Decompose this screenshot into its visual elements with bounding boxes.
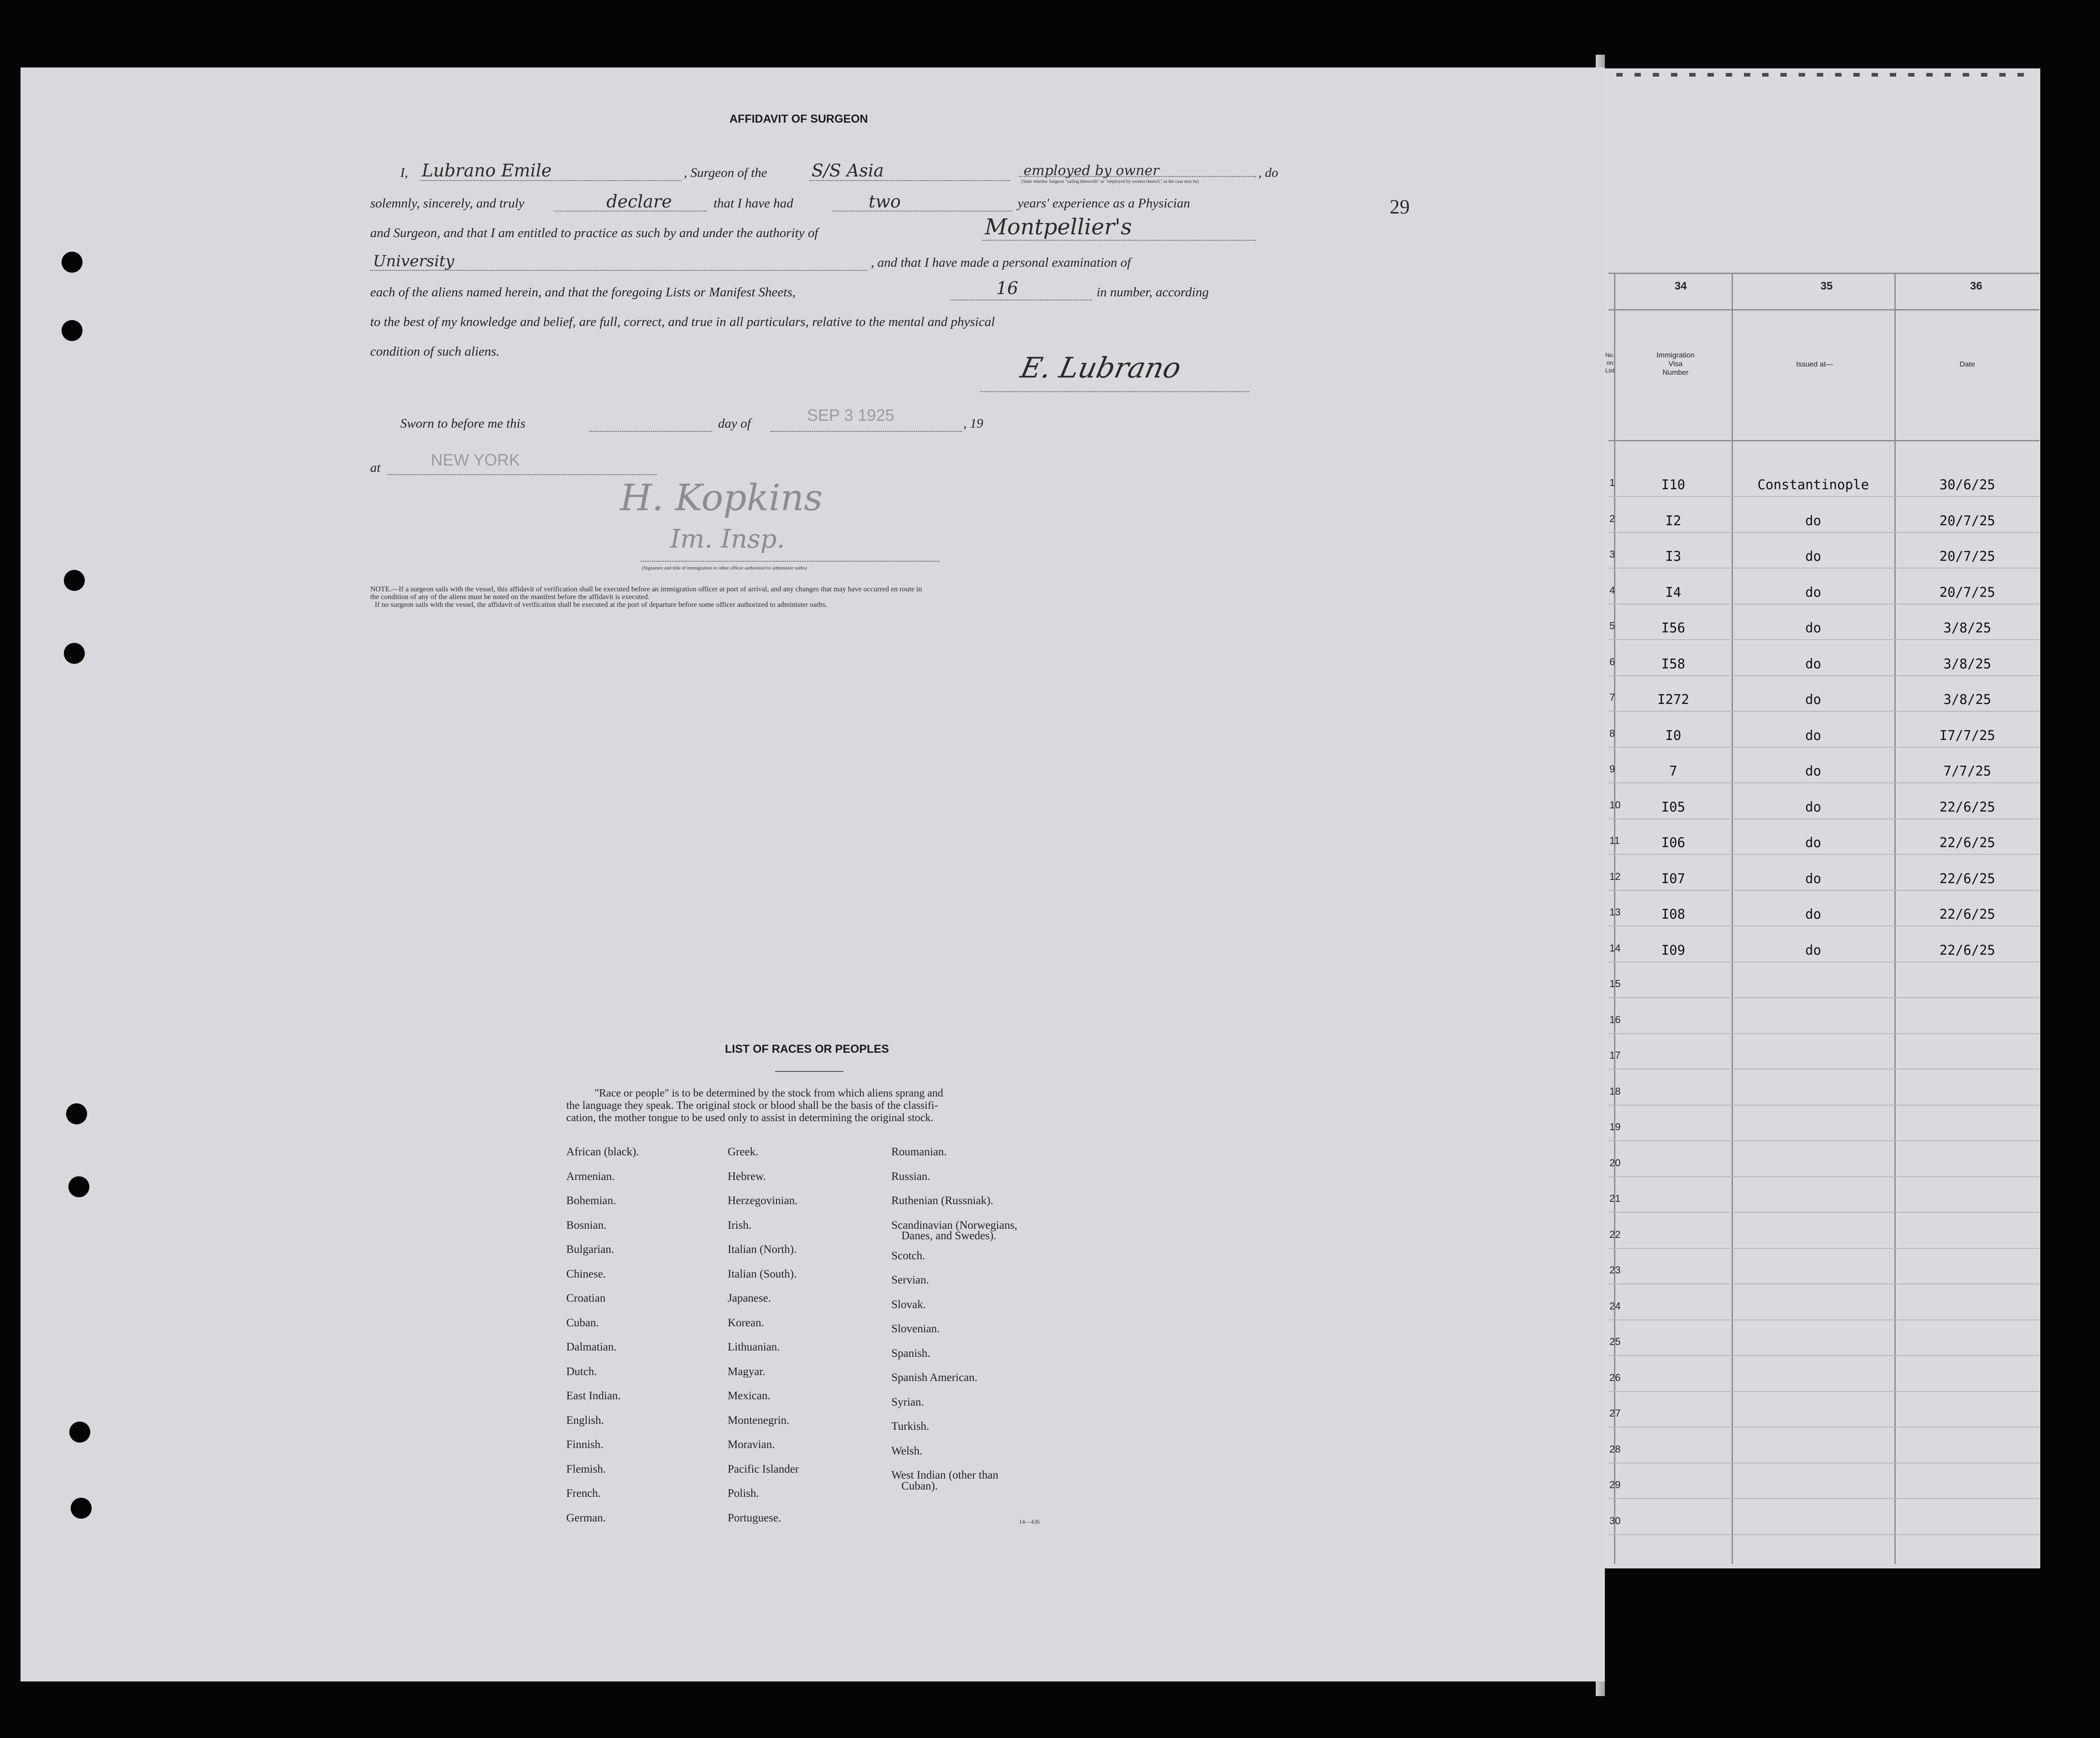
- row-number: 5: [1609, 620, 1615, 631]
- race-item: Herzegovinian.: [728, 1195, 798, 1207]
- column-number-35: 35: [1821, 280, 1833, 292]
- row-number: 6: [1609, 656, 1615, 667]
- visa-date-cell: 22/6/25: [1939, 942, 1996, 958]
- punch-hole: [69, 1422, 90, 1443]
- race-item: African (black).: [566, 1146, 639, 1158]
- row-number: 11: [1609, 835, 1620, 846]
- affidavit-text: day of: [718, 416, 751, 431]
- punch-hole: [62, 252, 83, 273]
- visa-date-cell: 20/7/25: [1939, 512, 1996, 528]
- visa-date-cell: 22/6/25: [1939, 835, 1996, 850]
- races-column-2: [728, 1140, 799, 1530]
- row-number: 14: [1609, 942, 1621, 954]
- race-item: Japanese.: [728, 1292, 771, 1304]
- race-item: Moravian.: [728, 1438, 775, 1451]
- row-number: 13: [1609, 906, 1621, 918]
- race-item: Portuguese.: [728, 1511, 781, 1524]
- race-item: Italian (South).: [728, 1267, 797, 1280]
- row-rule: [1609, 818, 2039, 819]
- row-rule: [1609, 1498, 2039, 1499]
- issued-at-cell: do: [1805, 584, 1821, 600]
- punch-hole: [66, 1103, 87, 1124]
- visa-date-cell: 22/6/25: [1939, 870, 1996, 886]
- form-code: 14—436: [1019, 1518, 1040, 1525]
- affidavit-text: , do: [1258, 166, 1278, 180]
- punch-hole: [62, 320, 83, 341]
- date-column-header: Date: [1960, 361, 1975, 368]
- race-item: Welsh.: [891, 1444, 923, 1457]
- row-number: 8: [1609, 727, 1615, 739]
- affidavit-text: , Surgeon of the: [684, 166, 767, 180]
- signature-line: [980, 391, 1249, 392]
- race-item: Chinese.: [566, 1267, 606, 1280]
- punch-hole: [64, 643, 85, 664]
- officer-signature: H. Kopkins: [620, 476, 823, 519]
- visa-number-cell: I09: [1661, 942, 1686, 958]
- race-item: Armenian.: [566, 1170, 615, 1183]
- issued-at-cell: do: [1805, 620, 1821, 636]
- row-rule: [1609, 1355, 2039, 1356]
- visa-number-cell: 7: [1669, 763, 1677, 779]
- column-number-36: 36: [1970, 280, 1982, 292]
- visa-number-cell: I3: [1665, 548, 1681, 564]
- race-item: Italian (North).: [728, 1243, 797, 1256]
- row-number: 29: [1609, 1479, 1621, 1490]
- fill-line: [388, 474, 657, 475]
- affidavit-text: I,: [400, 166, 408, 180]
- race-item: Mexican.: [728, 1390, 771, 1402]
- races-column-1: [566, 1140, 639, 1530]
- declaration: declare: [606, 191, 672, 212]
- row-rule: [1609, 1283, 2039, 1284]
- affidavit-text: condition of such aliens.: [370, 344, 500, 359]
- issued-at-cell: do: [1805, 799, 1821, 815]
- row-rule: [1609, 675, 2039, 676]
- race-item: Hebrew.: [728, 1170, 766, 1183]
- row-number: 16: [1609, 1014, 1621, 1025]
- row-number: 23: [1609, 1264, 1621, 1276]
- visa-number-cell: I08: [1661, 906, 1686, 922]
- date-stamp: SEP 3 1925: [807, 406, 895, 424]
- race-item: Korean.: [728, 1316, 764, 1329]
- affidavit-text: at: [370, 460, 381, 475]
- fill-line: [771, 431, 962, 432]
- manifest-top-strip: [1598, 73, 2036, 77]
- visa-date-cell: 3/8/25: [1943, 620, 1991, 636]
- affidavit-text: Sworn to before me this: [400, 416, 526, 431]
- race-item: Turkish.: [891, 1420, 930, 1433]
- race-item: Flemish.: [566, 1463, 606, 1475]
- races-title: LIST OF RACES OR PEOPLES: [725, 1043, 889, 1055]
- officer-title: Im. Insp.: [670, 524, 785, 554]
- visa-date-cell: 7/7/25: [1943, 763, 1991, 779]
- row-rule: [1609, 1391, 2039, 1392]
- affidavit-text: solemnly, sincerely, and truly: [370, 196, 525, 211]
- punch-hole: [64, 570, 85, 591]
- visa-number-cell: I2: [1665, 512, 1681, 528]
- row-rule: [1609, 711, 2039, 712]
- race-item: West Indian (other than: [891, 1469, 998, 1481]
- row-rule: [1609, 604, 2039, 605]
- race-item: Lithuanian.: [728, 1341, 780, 1353]
- row-number: 2: [1609, 512, 1615, 524]
- employed-note: (State whether Surgeon "sailing therewith" or "employed by owners thereof," as the case may be): [1021, 179, 1199, 184]
- column-rule: [1614, 274, 1615, 1564]
- affidavit-text: in number, according: [1097, 285, 1209, 300]
- signature-caption: (Signature and title of immigration or other officer authorized to administer oaths): [642, 565, 807, 571]
- row-rule: [1609, 1140, 2039, 1141]
- race-item: Pacific Islander: [728, 1463, 799, 1475]
- vessel-name: S/S Asia: [812, 160, 884, 181]
- employed-by: employed by owner: [1024, 163, 1159, 179]
- row-rule: [1609, 1212, 2039, 1213]
- row-rule: [1609, 1427, 2039, 1428]
- row-rule: [1609, 568, 2039, 569]
- race-item: Scotch.: [891, 1249, 926, 1262]
- race-item: Syrian.: [891, 1396, 924, 1408]
- fill-line: [589, 431, 712, 432]
- issued-at-cell: do: [1805, 656, 1821, 672]
- row-rule: [1609, 890, 2039, 891]
- manifest-top-rule: [1609, 273, 2039, 274]
- issued-at-cell: do: [1805, 692, 1821, 707]
- row-rule: [1609, 1248, 2039, 1249]
- fill-line: [983, 240, 1256, 241]
- visa-number-cell: I4: [1665, 584, 1681, 600]
- visa-date-cell: I7/7/25: [1939, 727, 1996, 743]
- row-rule: [1609, 1033, 2039, 1034]
- issued-at-cell: do: [1805, 763, 1821, 779]
- race-item: Bosnian.: [566, 1219, 607, 1231]
- race-item: Ruthenian (Russniak).: [891, 1195, 993, 1207]
- affidavit-title: AFFIDAVIT OF SURGEON: [729, 113, 868, 125]
- race-item: Slovak.: [891, 1298, 926, 1311]
- row-number: 27: [1609, 1407, 1621, 1419]
- row-number: 12: [1609, 870, 1621, 882]
- issued-at-cell: do: [1805, 870, 1821, 886]
- race-item: Montenegrin.: [728, 1414, 790, 1427]
- visa-number-cell: I10: [1661, 477, 1686, 492]
- row-number: 25: [1609, 1336, 1621, 1347]
- issued-at-column-header: Issued at—: [1796, 361, 1833, 368]
- authority: Montpellier's: [985, 214, 1132, 240]
- visa-date-cell: 3/8/25: [1943, 656, 1991, 672]
- row-rule: [1609, 997, 2039, 998]
- punch-hole: [71, 1498, 92, 1519]
- affidavit-text: to the best of my knowledge and belief, are full, correct, and true in all particulars, relative to the mental and physical: [370, 315, 995, 329]
- row-rule: [1609, 1105, 2039, 1106]
- races-title-rule: [775, 1071, 843, 1072]
- visa-number-cell: I0: [1665, 727, 1681, 743]
- surgeon-name: Lubrano Emile: [422, 160, 552, 181]
- row-number: 26: [1609, 1371, 1621, 1383]
- column-rule: [1894, 274, 1896, 1564]
- races-column-3: [891, 1140, 1017, 1498]
- race-item: East Indian.: [566, 1390, 621, 1402]
- race-item: Roumanian.: [891, 1146, 947, 1158]
- issued-at-cell: Constantinople: [1757, 477, 1869, 492]
- visa-date-cell: 3/8/25: [1943, 692, 1991, 707]
- row-rule: [1609, 1463, 2039, 1464]
- row-number: 19: [1609, 1121, 1621, 1133]
- race-item: Greek.: [728, 1146, 759, 1158]
- issued-at-cell: do: [1805, 942, 1821, 958]
- visa-number-cell: I06: [1661, 835, 1686, 850]
- race-item: Bulgarian.: [566, 1243, 614, 1256]
- visa-number-cell: I56: [1661, 620, 1686, 636]
- column-number-34: 34: [1675, 280, 1687, 292]
- visa-date-cell: 20/7/25: [1939, 584, 1996, 600]
- race-item: Scandinavian (Norwegians,: [891, 1219, 1018, 1231]
- row-rule: [1609, 532, 2039, 533]
- race-item: Bohemian.: [566, 1195, 616, 1207]
- manifest-body-rule: [1609, 440, 2039, 441]
- race-item: Finnish.: [566, 1438, 604, 1451]
- row-number: 7: [1609, 692, 1615, 703]
- years-experience: two: [869, 191, 901, 212]
- visa-date-cell: 20/7/25: [1939, 548, 1996, 564]
- fill-line: [832, 211, 1012, 212]
- authority-continued: University: [373, 252, 455, 270]
- row-number-column-header: No. on List: [1605, 352, 1615, 374]
- row-number: 17: [1609, 1050, 1621, 1061]
- row-number: 9: [1609, 763, 1615, 775]
- race-item: Magyar.: [728, 1365, 766, 1378]
- row-number: 1: [1609, 477, 1615, 488]
- race-item: Irish.: [728, 1219, 752, 1231]
- race-item: English.: [566, 1414, 604, 1427]
- visa-number-column-header: Immigration Visa Number: [1656, 352, 1695, 377]
- race-item: Slovenian.: [891, 1323, 940, 1335]
- race-item: Cuban).: [901, 1479, 938, 1492]
- row-number: 21: [1609, 1193, 1621, 1204]
- manifest-header-rule: [1609, 309, 2039, 310]
- issued-at-cell: do: [1805, 548, 1821, 564]
- affidavit-sheet: [21, 67, 1605, 1681]
- row-rule: [1609, 1534, 2039, 1535]
- row-number: 28: [1609, 1443, 1621, 1455]
- row-rule: [1609, 639, 2039, 640]
- affidavit-note: NOTE.—If a surgeon sails with the vessel, this affidavit of verification shall be executed before an immigration officer at port of arrival, and any changes that may have occurred en route in the condition of any of the aliens must be noted on the manifest before the affidavit is executed. If no surgeon sails with the vessel, the affidavit of verification shall be executed at the port of departure before some officer authorized to administer oaths.: [370, 585, 922, 609]
- signature-line: [641, 561, 939, 562]
- race-item: Polish.: [728, 1487, 759, 1500]
- punch-hole: [68, 1176, 89, 1197]
- affidavit-text: that I have had: [714, 196, 793, 211]
- row-number: 15: [1609, 978, 1621, 989]
- row-number: 22: [1609, 1228, 1621, 1240]
- race-item: Croatian: [566, 1292, 606, 1304]
- visa-number-cell: I05: [1661, 799, 1686, 815]
- visa-number-cell: I07: [1661, 870, 1686, 886]
- row-rule: [1609, 1319, 2039, 1320]
- row-rule: [1609, 782, 2039, 783]
- race-item: Russian.: [891, 1170, 931, 1183]
- issued-at-cell: do: [1805, 835, 1821, 850]
- row-rule: [1609, 496, 2039, 497]
- race-item: Spanish.: [891, 1347, 931, 1360]
- visa-number-cell: I272: [1657, 692, 1689, 707]
- row-number: 3: [1609, 548, 1615, 560]
- race-item: Danes, and Swedes).: [901, 1230, 997, 1242]
- row-number: 30: [1609, 1515, 1621, 1526]
- page-number: 29: [1390, 196, 1410, 218]
- row-number: 20: [1609, 1157, 1621, 1169]
- affidavit-text: , 19: [963, 416, 983, 431]
- race-item: Dutch.: [566, 1365, 597, 1378]
- row-rule: [1609, 1176, 2039, 1177]
- visa-number-cell: I58: [1661, 656, 1686, 672]
- row-number: 24: [1609, 1300, 1621, 1312]
- issued-at-cell: do: [1805, 727, 1821, 743]
- affidavit-text: each of the aliens named herein, and that the foregoing Lists or Manifest Sheets,: [370, 285, 796, 300]
- race-item: Dalmatian.: [566, 1341, 617, 1353]
- row-rule: [1609, 854, 2039, 855]
- row-number: 4: [1609, 584, 1615, 596]
- surgeon-signature: E. Lubrano: [1018, 351, 1184, 384]
- issued-at-cell: do: [1805, 906, 1821, 922]
- row-number: 18: [1609, 1085, 1621, 1097]
- row-number: 10: [1609, 799, 1621, 811]
- column-rule: [1732, 274, 1733, 1564]
- sheets-count: 16: [996, 278, 1019, 298]
- visa-date-cell: 30/6/25: [1939, 477, 1996, 492]
- visa-date-cell: 22/6/25: [1939, 799, 1996, 815]
- race-item: Spanish American.: [891, 1371, 978, 1384]
- affidavit-text: and Surgeon, and that I am entitled to practice as such by and under the authority of: [370, 226, 818, 240]
- race-item: German.: [566, 1511, 606, 1524]
- row-rule: [1609, 1069, 2039, 1070]
- race-item: French.: [566, 1487, 601, 1500]
- race-item: Cuban.: [566, 1316, 599, 1329]
- affidavit-text: , and that I have made a personal examination of: [871, 255, 1131, 270]
- issued-at-cell: do: [1805, 512, 1821, 528]
- race-item: Servian.: [891, 1274, 929, 1286]
- races-intro: "Race or people" is to be determined by the stock from which aliens sprang and the language they speak. The original stock or blood shall be the basis of the classifi- cation, the mother tongue to be used only to assist in determining the original stock.: [566, 1087, 943, 1124]
- row-rule: [1609, 747, 2039, 748]
- place-stamp: NEW YORK: [431, 450, 520, 469]
- affidavit-text: years' experience as a Physician: [1018, 196, 1190, 211]
- visa-date-cell: 22/6/25: [1939, 906, 1996, 922]
